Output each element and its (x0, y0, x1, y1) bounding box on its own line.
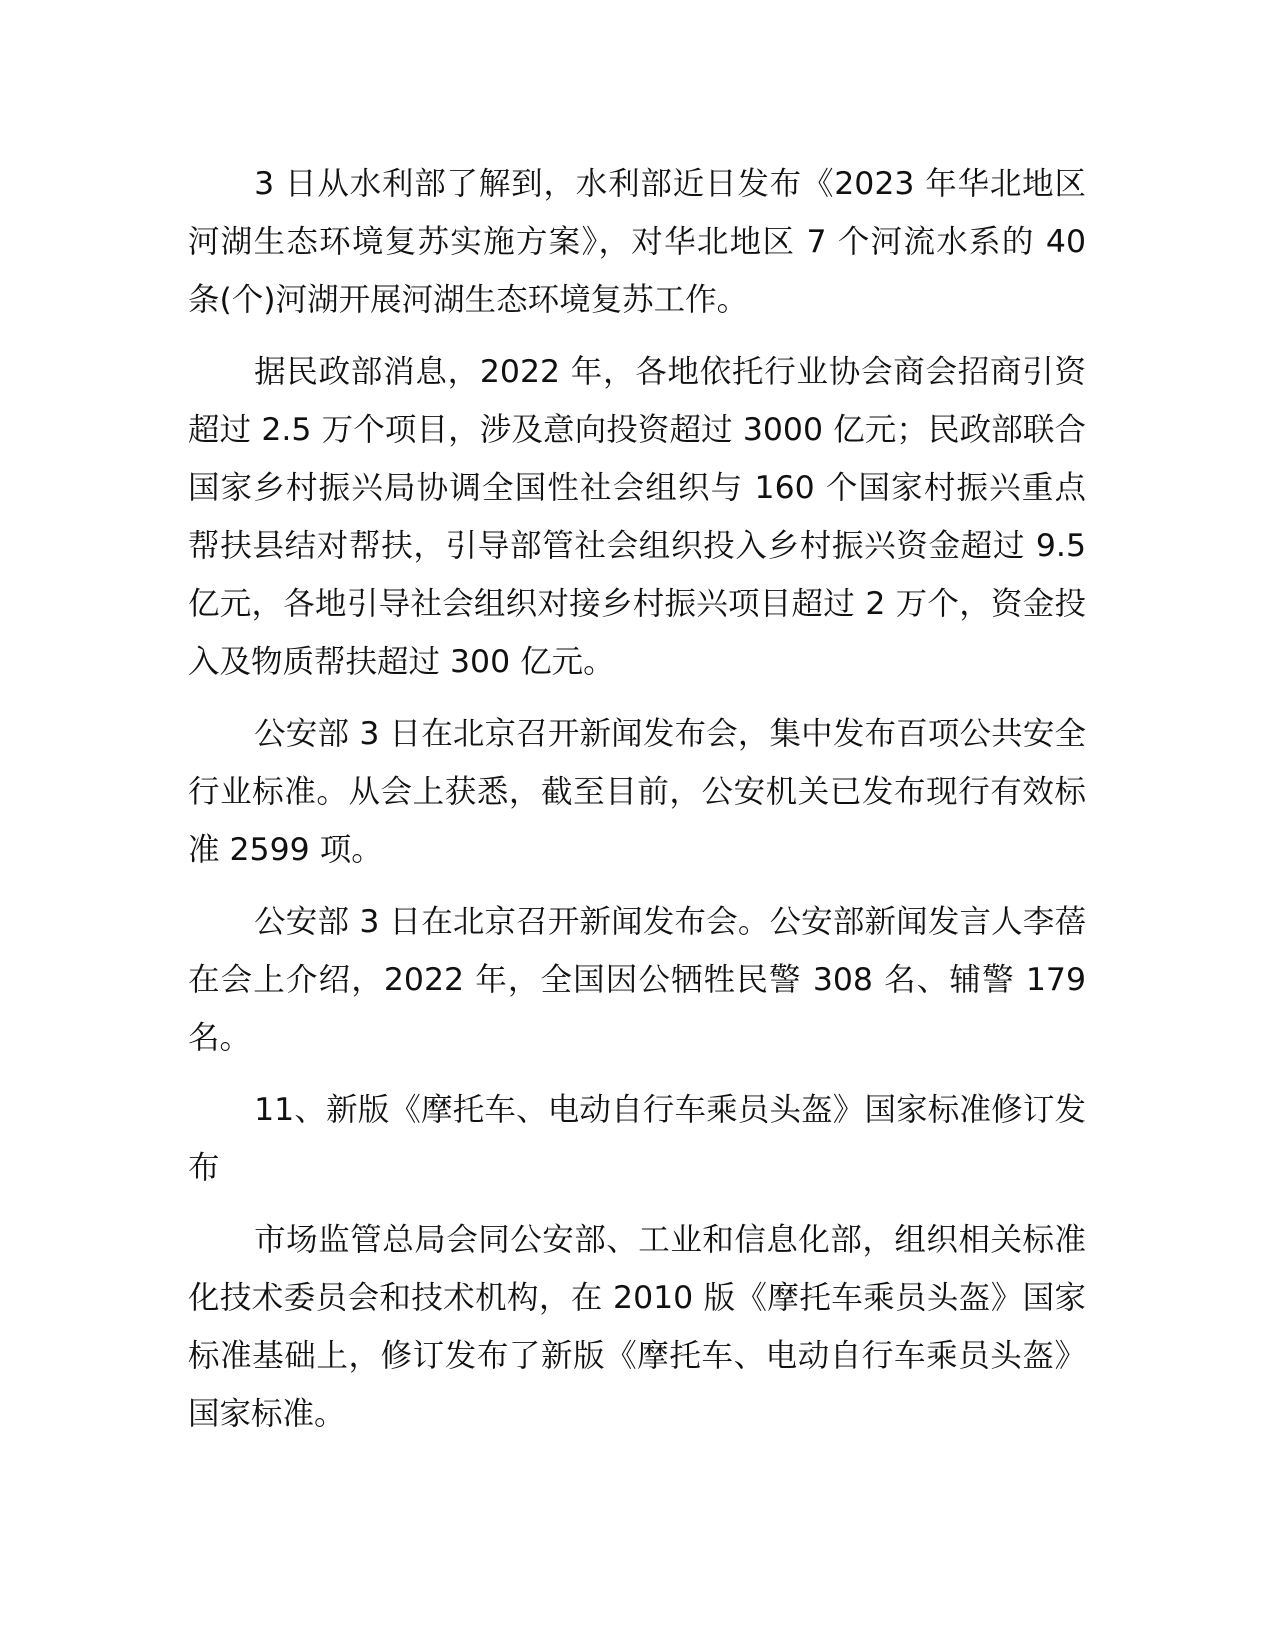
paragraph-public-security-standards: 公安部 3 日在北京召开新闻发布会，集中发布百项公共安全行业标准。从会上获悉，截至目前，公安机关已发布现行有效标准 2599 项。 (188, 716, 1086, 868)
paragraph-water-resources: 3 日从水利部了解到，水利部近日发布《2023 年华北地区河湖生态环境复苏实施方案》，对华北地区 7 个河流水系的 40 条(个)河湖开展河湖生态环境复苏工作。 (188, 166, 1086, 318)
paragraph-helmet-standard: 市场监管总局会同公安部、工业和信息化部，组织相关标准化技术委员会和技术机构，在 2010 版《摩托车乘员头盔》国家标准基础上，修订发布了新版《摩托车、电动自行车乘员头盔》国家标准。 (188, 1222, 1086, 1432)
document-body (188, 155, 1086, 1457)
paragraph-civil-affairs: 据民政部消息，2022 年，各地依托行业协会商会招商引资超过 2.5 万个项目，涉及意向投资超过 3000 亿元；民政部联合国家乡村振兴局协调全国性社会组织与 160 个国家村振兴重点帮扶县结对帮扶，引导部管社会组织投入乡村振兴资金超过 9.5 亿元，各地引导社会组织对接乡村振兴项目超过 2 万个，资金投入及物质帮扶超过 300 亿元。 (188, 354, 1086, 680)
paragraph-helmet-heading: 11、新版《摩托车、电动自行车乘员头盔》国家标准修订发布 (188, 1092, 1086, 1186)
paragraph-public-security-police: 公安部 3 日在北京召开新闻发布会。公安部新闻发言人李蓓在会上介绍，2022 年，全国因公牺牲民警 308 名、辅警 179 名。 (188, 904, 1086, 1056)
